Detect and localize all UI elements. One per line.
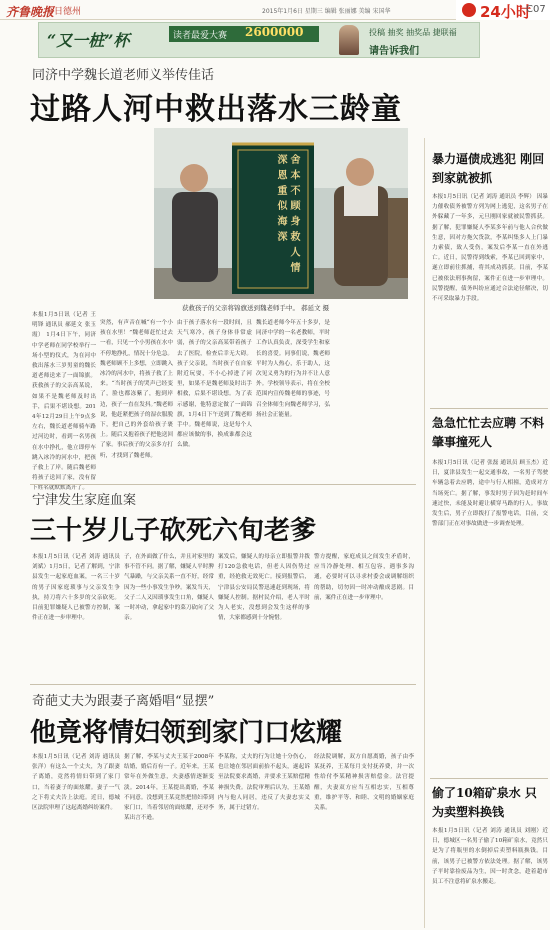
edition-name: 今日德州	[45, 7, 82, 17]
ad-label-text: 读者最爱大赛	[173, 31, 228, 41]
story3-column-2: 据了解，李某与丈夫王某于2008年结婚，婚后育有一子。近年来，王某常年在外做生意，夫妻感情逐渐变淡。2014年，王某提出离婚，李某不同意。没想到王某竟然把情妇带到家门口，当着邻居的面炫耀，还对李某出言不逊。	[124, 754, 214, 822]
story2-column-3: 案发后，嫌疑人的母亲立即报警并拨打120急救电话，但老人因伤势过重，经抢救无效死亡。接到报警后，宁津县公安局民警迅速赶到现场，将嫌疑人控制。据村民介绍，老人平时为人老实，没想到会发生这样的事情，大家都感到十分惋惜。	[218, 554, 310, 622]
story1-headline: 过路人河中救出落水三龄童	[30, 92, 402, 127]
divider	[30, 684, 416, 685]
divider	[430, 408, 548, 409]
masthead	[0, 0, 550, 62]
story2-headline: 三十岁儿子砍死六旬老爹	[30, 516, 317, 546]
dateline: 2015年1月6日 星期三 编辑 张丽娜 美编 宋国华	[262, 8, 391, 15]
divider	[430, 778, 548, 779]
ad-banner	[38, 22, 480, 58]
ad-slogan: “又一桩”杯	[47, 31, 130, 50]
column-rule	[424, 138, 425, 928]
story1-column-2: 突然，有声音在喊“有一个小孩在水里！”魏老师赶忙过去一看，只见一个小男孩在水中不停地挣扎，情况十分危急。魏老师顾不上多想，立即跳入冰冷的河水中，将孩子救了上来。“当时孩子的哭声已经变了，脸也都冻紫了，抱到岸边，孩子一直在发抖。”魏老师说，他赶紧把孩子的湿衣服脱下，把自己的外套给孩子裹上。随后又抱着孩子把他送回了家。事后孩子的父亲多方打听，才找到了魏老师。	[100, 320, 173, 459]
ad-items: 投稿 抽奖 抽奖品 捷联福	[369, 28, 457, 37]
banner-text: 舍 本 不 顾 身 救 人 情 深 恩 重 似 海 深	[275, 154, 299, 274]
story2-kicker: 宁津发生家庭血案	[32, 493, 137, 508]
ad-call-to-action: 请告诉我们	[369, 46, 419, 57]
right-story3-body: 本报1月5日讯（记者 刘涛 通讯员 刘刚）近日，德城区一名男子偷了10箱矿泉水，竟然只是为了将瓶里的水倒掉后卖塑料瓶换钱。目前，该男子已被警方依法处理。据了解，该男子平时靠捡废品为生，因一时贪念，趁着超市员工不注意将矿泉水搬走。	[432, 828, 548, 886]
story1-photo	[154, 128, 408, 299]
ad-person-photo	[339, 25, 359, 55]
story1-column-4: 魏长道老师今年五十多岁，是同济中学的一名老教师，平时工作认真负责，深受学生和家长的喜爱。同事们说，魏老师平时为人热心，乐于助人，这次见义勇为的行为并不让人意外。学校领导表示，将在全校范围内宣传魏老师的事迹，号召全体师生向魏老师学习，弘扬社会正能量。	[256, 320, 330, 418]
photo-caption: 获救孩子的父亲将锦旗送到魏老师手中。 郝延文 摄	[182, 304, 330, 312]
story2-column-1: 本报1月5日讯（记者 刘涛 通讯员 刘斌）1月5日，记者了解到，宁津县发生一起家庭血案，一名三十岁的男子因家庭琐事与父亲发生争执，持刀将六十多岁的父亲砍死。目前犯罪嫌疑人已被警方控制，案件正在进一步审理中。	[32, 554, 120, 622]
newspaper-logo: 齐鲁晚报	[6, 5, 55, 19]
story2-column-2: 子，在外面做了什么，并且对家里的事不管不问。据了解，嫌疑人平时脾气暴躁，与父亲关系一直不好，经常因为一些小事发生争吵。案发当天，父子二人又因琐事发生口角，嫌疑人一时冲动，拿起家中的菜刀砍向了父亲。	[124, 554, 214, 622]
story3-column-1: 本报1月5日讯（记者 刘涛 通讯员 张洋）有这么一个丈夫，为了跟妻子离婚，竟然将情妇带到了家门口，当着妻子的面炫耀。妻子一气之下将丈夫告上法庭。近日，德城区法院审理了这起离婚纠纷案件。	[32, 754, 120, 812]
page-number: C07	[526, 4, 546, 15]
divider	[30, 484, 416, 485]
ad-prize: 2600000	[245, 25, 304, 39]
story1-column-3: 由于孩子落水有一段时间，且天气寒冷，孩子身体非常虚弱，孩子的父亲高某带着孩子去了医院，检查后幸无大碍。孩子父亲说，当时孩子在自家附近玩耍，不小心掉进了河里，如果不是魏老师及时出手相救，后果不堪设想。为了表示感谢，他特意定做了一面锦旗，1月4日下午送到了魏老师手中。魏老师说，这是每个人都应该做的事，换成谁都会这么做。	[177, 320, 252, 449]
right-story1-headline: 暴力逼债成逃犯 刚回到家就被抓	[432, 152, 545, 185]
story2-column-4: 警方提醒，家庭成员之间发生矛盾时，应当冷静处理、相互包容，遇事多沟通，必要时可以寻求村委会或调解组织的帮助，切勿因一时冲动酿成悲剧。目前，案件正在进一步审理中。	[314, 554, 414, 601]
story1-kicker: 同济中学魏长道老师义举传佳话	[32, 68, 215, 83]
section-name: 24小时	[480, 3, 531, 21]
story3-headline: 他竟将情妇领到家门口炫耀	[30, 718, 343, 748]
section-dot-icon	[462, 3, 476, 17]
right-story2-headline: 急急忙忙去应聘 不料肇事撞死人	[432, 416, 545, 449]
story3-kicker: 奇葩丈夫为跟妻子离婚唱“显摆”	[32, 694, 215, 709]
right-story2-body: 本报1月5日讯（记者 张磊 通讯员 顾玉杰）近日，夏津县发生一起交通事故，一名男子驾驶车辆急着去应聘，途中与行人相撞，造成对方当场死亡。据了解，事发时男子因为赶时间车速过快，未能及时避让横穿马路的行人。事故发生后，男子立即拨打了报警电话，目前，交警部门正在对事故做进一步调查处理。	[432, 460, 548, 528]
story1-column-1: 本报1月5日讯（记者 王明锋 通讯员 郝延文 张玉霞） 1月4日下午，同济中学老师在同学校举行一场小型的仪式，为在河中救出落水三岁男童的魏长道老师送来了一面锦旗。获救孩子的父亲高某说，如果不是魏老师及时出手，后果不堪设想。2014年12月29日上午9点多左右，魏长道老师骑车路过河边时，看到一名男孩在水中挣扎，他立即停车跳入冰冷的河水中，把孩子救上了岸。随后魏老师将孩子送回了家，没有留下姓名就默默离开了。	[32, 312, 96, 492]
right-story1-body: 本报1月5日讯（记者 刘涛 通讯员 李辉） 因暴力催收债务被警方列为网上逃犯，这名男子在外躲藏了一年多，元旦刚回家就被民警抓获。据了解，犯罪嫌疑人李某多年前与他人合伙做生意，因对方拖欠货款，李某纠集多人上门暴力索债，致人受伤，案发后李某一直在外逃亡。近日，民警得到线索，李某已回到家中，遂立即前往抓捕，将其成功抓获。目前，李某已被依法刑事拘留，案件正在进一步审理中。民警提醒，债务纠纷应通过合法途径解决，切不可采取暴力手段。	[432, 194, 548, 303]
right-story3-headline: 偷了10箱矿泉水 只为卖塑料换钱	[432, 786, 537, 819]
story3-column-4: 经法院调解，双方自愿离婚，孩子由李某抚养，王某每月支付抚养费，并一次性给付李某精神损害赔偿金。法官提醒，夫妻双方应当互相忠实，互相尊重，维护平等、和睦、文明的婚姻家庭关系。	[314, 754, 414, 812]
story3-column-3: 李某称，丈夫的行为让她十分伤心，也让她在邻居面前抬不起头，遂起诉至法院要求离婚，并要求王某赔偿精神损失费。法院审理后认为，王某婚内与他人同居，违反了夫妻忠实义务，属于过错方。	[218, 754, 310, 812]
